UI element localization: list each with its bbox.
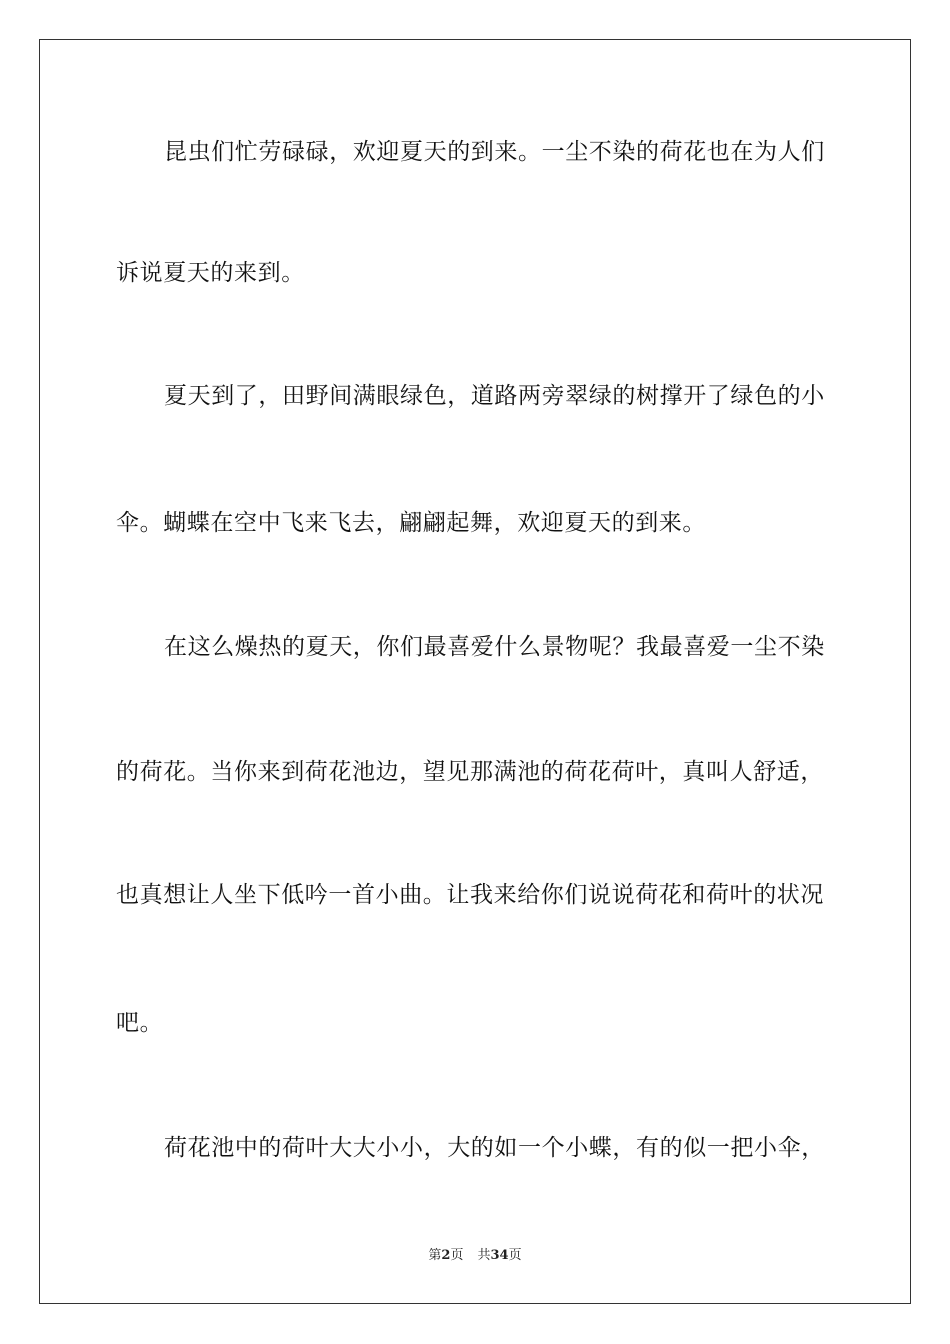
page-prefix: 第 xyxy=(428,1248,442,1263)
paragraph-line: 昆虫们忙劳碌碌，欢迎夏天的到来。一尘不染的荷花也在为人们 xyxy=(164,139,825,165)
page-border xyxy=(39,39,911,1304)
paragraph-line: 在这么燥热的夏天，你们最喜爱什么景物呢？我最喜爱一尘不染 xyxy=(164,634,825,660)
paragraph-line: 也真想让人坐下低吟一首小曲。让我来给你们说说荷花和荷叶的状况 xyxy=(116,882,824,908)
paragraph-line: 夏天到了，田野间满眼绿色，道路两旁翠绿的树撑开了绿色的小 xyxy=(164,383,825,409)
total-prefix: 共 xyxy=(477,1248,491,1263)
total-pages: 34 xyxy=(490,1248,509,1263)
page-suffix: 页 xyxy=(450,1248,464,1263)
page-footer xyxy=(0,1247,950,1265)
page-number: 2 xyxy=(441,1248,451,1263)
paragraph-line: 伞。蝴蝶在空中飞来飞去，翩翩起舞，欢迎夏天的到来。 xyxy=(116,510,706,536)
total-suffix: 页 xyxy=(508,1248,522,1263)
paragraph-line: 吧。 xyxy=(116,1010,164,1036)
paragraph-line: 诉说夏天的来到。 xyxy=(116,260,305,286)
paragraph-line: 荷花池中的荷叶大大小小，大的如一个小蝶，有的似一把小伞， xyxy=(164,1135,825,1161)
paragraph-line: 的荷花。当你来到荷花池边，望见那满池的荷花荷叶，真叫人舒适， xyxy=(116,759,824,785)
